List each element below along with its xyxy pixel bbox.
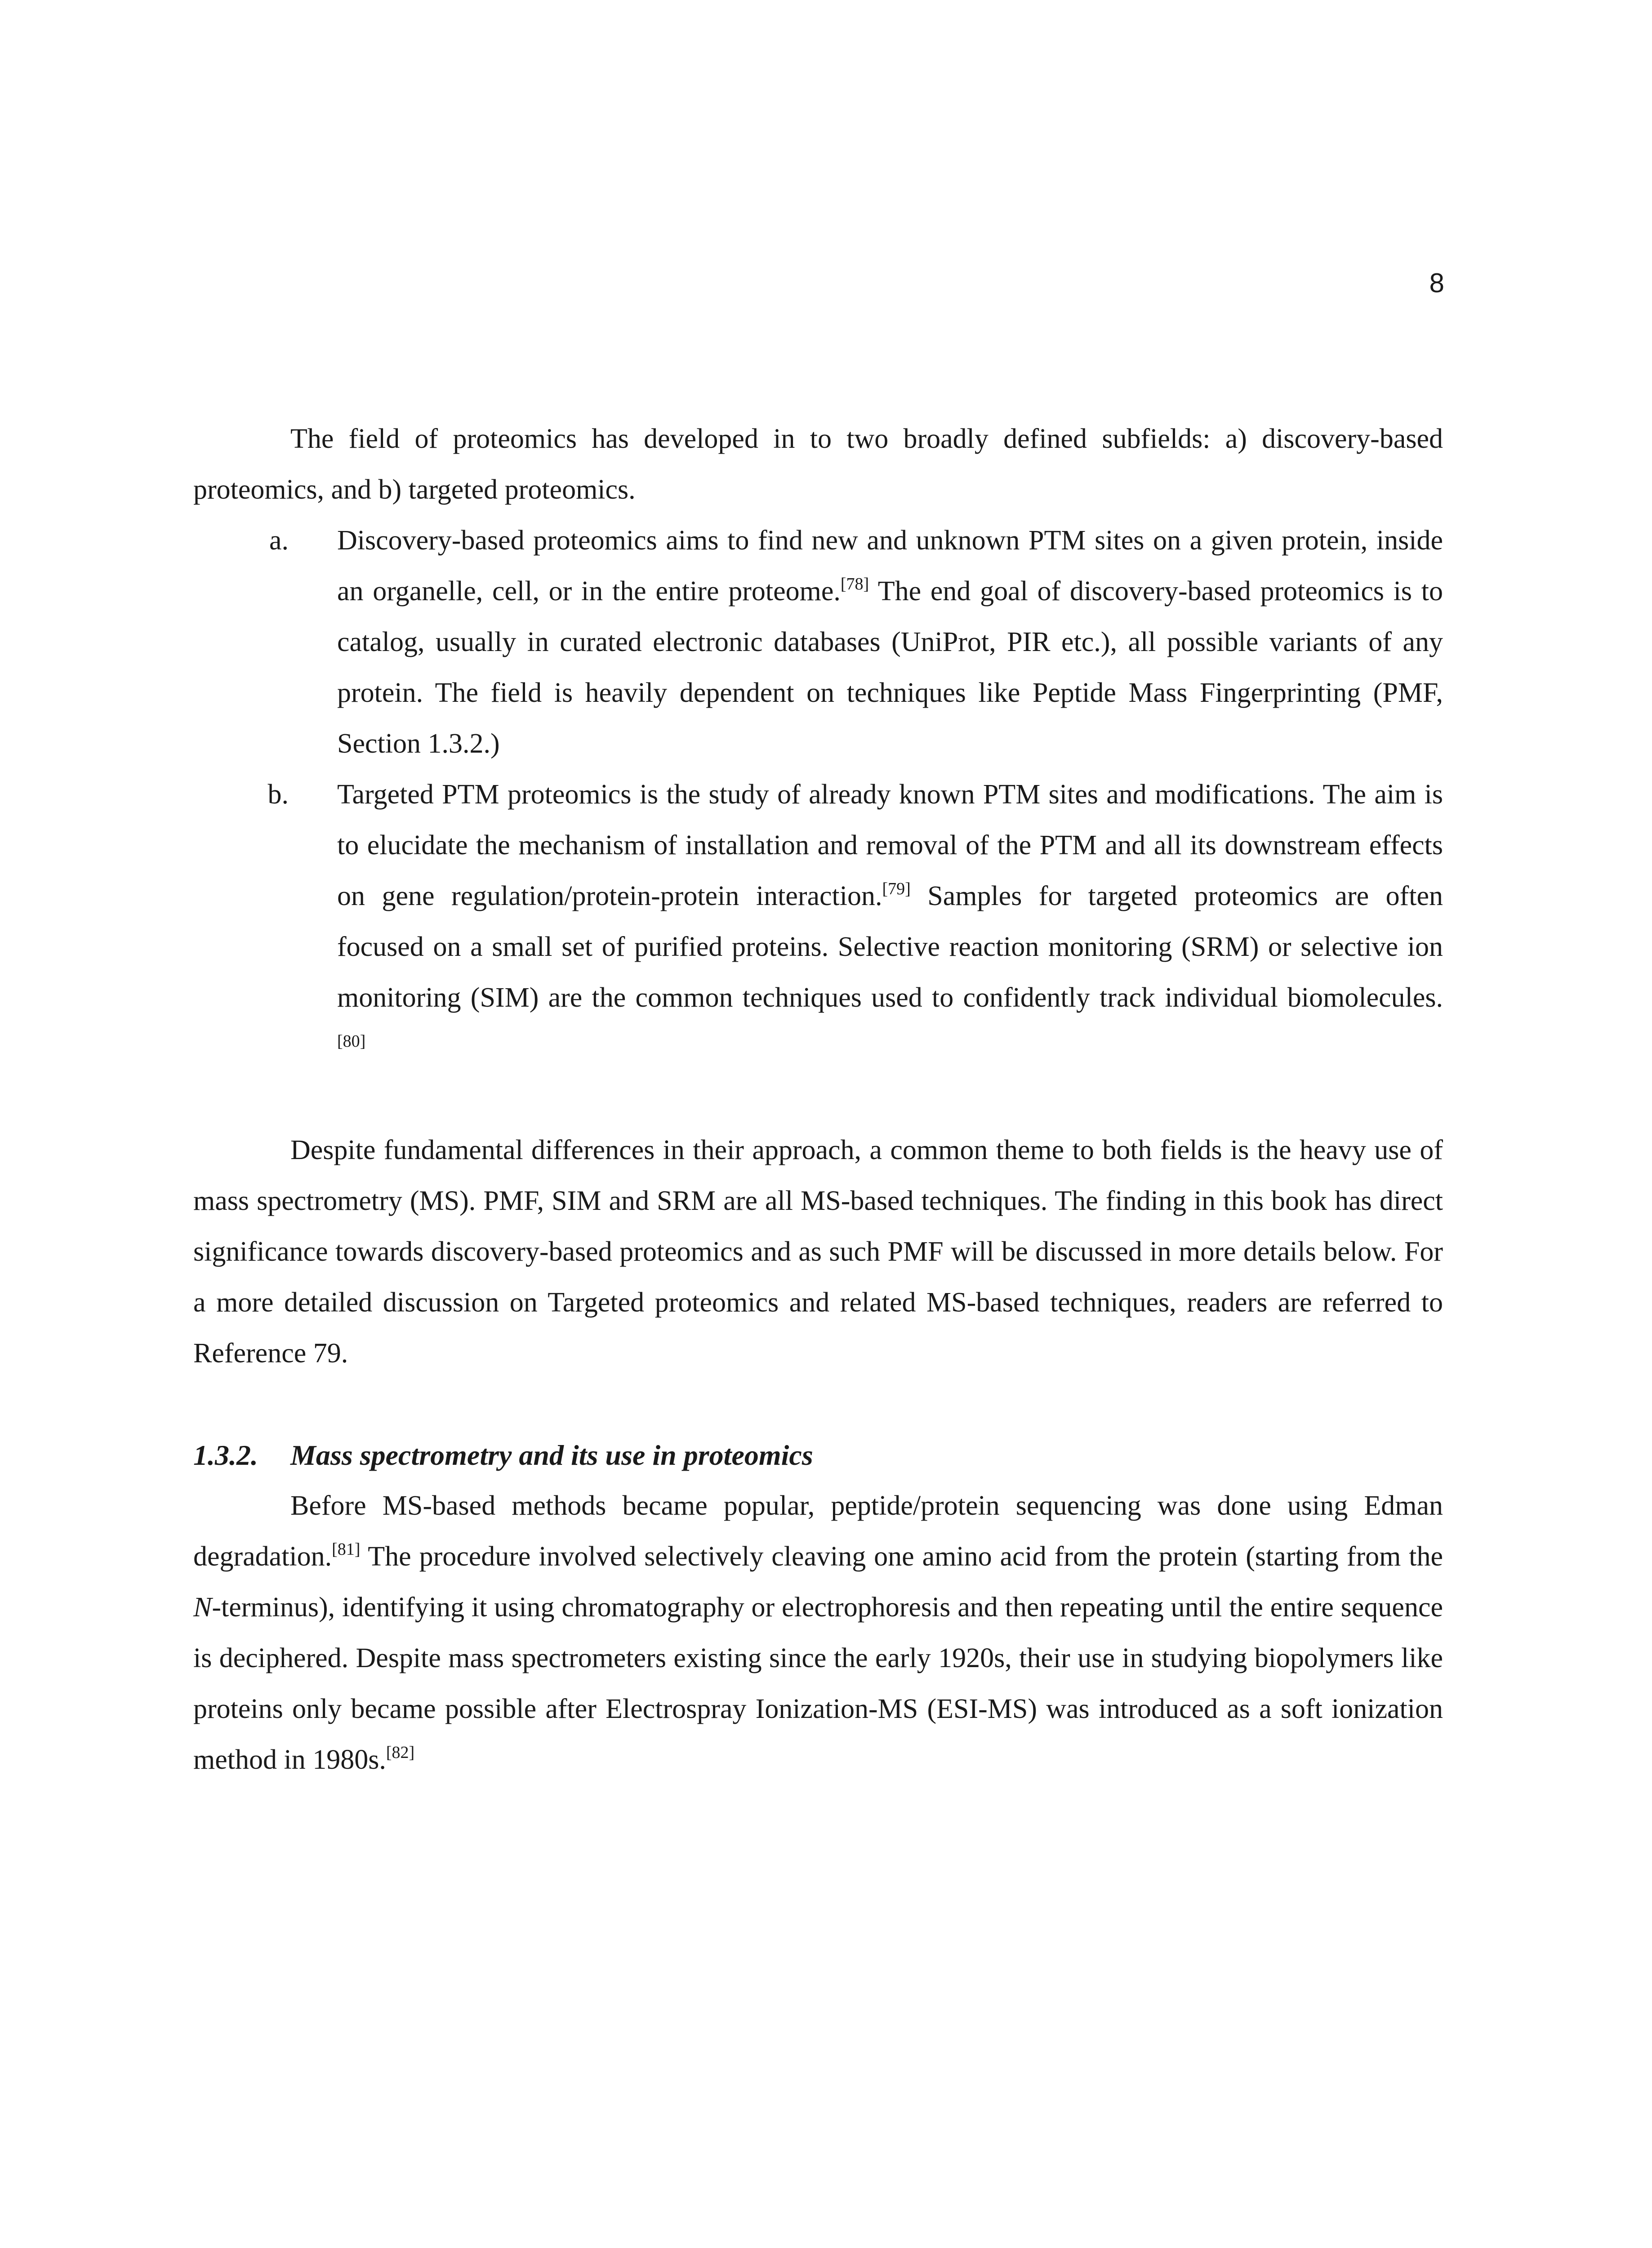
citation-ref: [79] <box>882 879 911 898</box>
text-segment: The end goal of discovery-based proteomics is to catalog, usually in curated electronic databases (UniProt, PIR etc.), all possible variants of any protein. The field is heavily dependent on techniques like Peptide Mass Fingerprinting (PMF, Section 1.3.2.) <box>337 576 1443 759</box>
list-marker: b. <box>267 779 289 810</box>
text-segment: Discovery-based proteomics aims to find new and unknown PTM sites on a given protein, inside an organelle, cell, or in the entire proteome. <box>337 525 1443 607</box>
page-number: 8 <box>1429 268 1444 298</box>
subfield-list <box>193 515 1443 1074</box>
list-item-text <box>337 515 1443 769</box>
citation-ref: [78] <box>840 575 869 593</box>
section-number: 1.3.2. <box>193 1439 258 1471</box>
body-paragraph: Despite fundamental differences in their approach, a common theme to both fields is the heavy use of mass spectrometry (MS). PMF, SIM and SRM are all MS-based techniques. The finding in this book has direct significance towards discovery-based proteomics and as such PMF will be discussed in more details below. For a more detailed discussion on Targeted proteomics and related MS-based techniques, readers are referred to Reference 79. <box>193 1135 1443 1369</box>
italic-term: N <box>193 1592 212 1623</box>
text-segment: -terminus), identifying it using chromatography or electrophoresis and then repeating until the entire sequence is deciphered. Despite mass spectrometers existing since the early 1920s, their use in studying biopolymers like proteins only became possible after Electrospray Ionization-MS (ESI-MS) was introduced as a soft ionization method in 1980s. <box>193 1592 1443 1775</box>
paragraph-gap <box>193 1379 1443 1430</box>
list-item-a <box>193 515 1443 769</box>
citation-ref: [81] <box>332 1540 361 1559</box>
text-segment: Samples for targeted proteomics are often focused on a small set of purified proteins. Selective reaction monitoring (SRM) or selective ion monitoring (SIM) are the common techniques used to confidently track individual biomolecules. <box>337 881 1443 1013</box>
text-segment: Targeted PTM proteomics is the study of already known PTM sites and modifications. The aim is to elucidate the mechanism of installation and removal of the PTM and all its downstream effects on gene regulation/protein-protein interaction. <box>337 779 1443 911</box>
section-heading <box>193 1430 1443 1481</box>
section-title: Mass spectrometry and its use in proteomics <box>290 1439 813 1471</box>
list-item-text <box>337 769 1443 1074</box>
citation-ref: [80] <box>337 1032 366 1051</box>
text-segment: The procedure involved selectively cleaving one amino acid from the protein (starting from the <box>360 1541 1443 1572</box>
citation-ref: [82] <box>386 1743 415 1762</box>
paragraph-gap <box>193 1074 1443 1125</box>
list-marker: a. <box>269 525 289 556</box>
text-segment: Before MS-based methods became popular, peptide/protein sequencing was done using Edman degradation. <box>193 1490 1443 1572</box>
document-body <box>193 414 1443 1785</box>
intro-paragraph: The field of proteomics has developed in to two broadly defined subfields: a) discovery-based proteomics, and b) targeted proteomics. <box>193 424 1443 505</box>
body-paragraph <box>193 1481 1443 1785</box>
list-item-b <box>193 769 1443 1074</box>
